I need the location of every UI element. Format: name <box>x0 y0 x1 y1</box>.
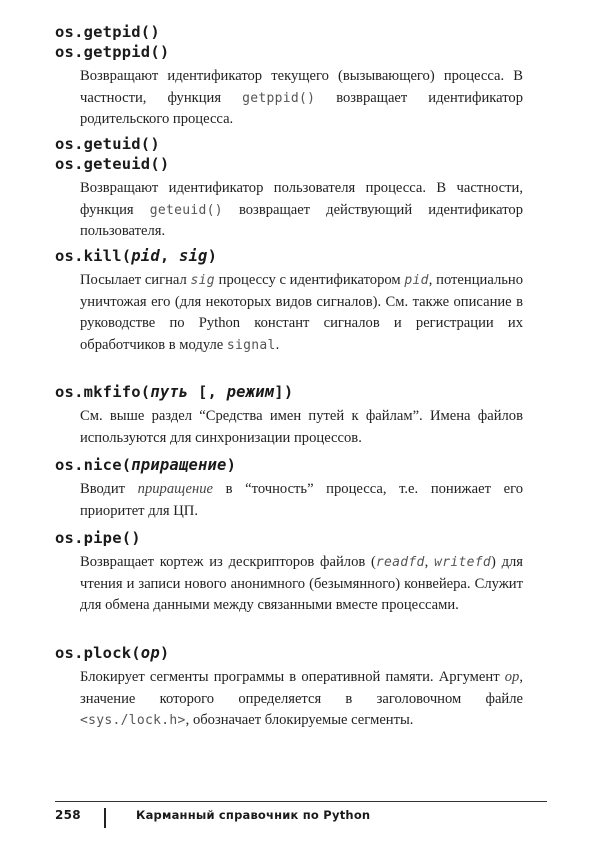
footer-rule <box>55 801 547 802</box>
signature-getpid: os.getpid() <box>55 23 160 41</box>
inline-code: pid <box>404 273 429 288</box>
arg-mode: режим <box>226 383 275 401</box>
entry-kill <box>55 246 525 356</box>
signature-pipe: os.pipe() <box>55 529 141 547</box>
entry-mkfifo <box>55 382 525 449</box>
entry-plock <box>55 643 525 732</box>
arg-sig: sig <box>178 247 208 265</box>
description-plock: Блокирует сегменты программы в оперативной памяти. Аргумент op, значение которого определяется в заголовочном файле <sys./lock.h>, обозначает блокируемые сегменты. <box>80 669 523 728</box>
description-nice: Вводит приращение в “точность” процесса, т.е. понижает его приоритет для ЦП. <box>80 481 523 519</box>
inline-term: приращение <box>137 481 214 497</box>
signature-mkfifo: os.mkfifo(путь [, режим]) <box>55 383 294 401</box>
entry-getpid <box>55 22 525 131</box>
footer-divider <box>104 808 106 828</box>
arg-increment: приращение <box>131 456 227 474</box>
signature-geteuid: os.geteuid() <box>55 155 170 173</box>
description-pipe: Возвращает кортеж из дескрипторов файлов (readfd, writefd) для чтения и записи нового анонимного (безымянного) конвейера. Служит для обмена данными между связанными вместе процессами. <box>80 554 524 613</box>
signature-plock: os.plock(op) <box>55 644 170 662</box>
inline-code: getppid() <box>242 90 316 106</box>
entry-pipe <box>55 528 525 617</box>
inline-term: op <box>504 669 520 685</box>
inline-code: writefd <box>434 555 491 570</box>
inline-code: geteuid() <box>149 202 223 218</box>
inline-code: readfd <box>375 555 425 570</box>
signature-getppid: os.getppid() <box>55 43 170 61</box>
running-title: Карманный справочник по Python <box>136 808 371 822</box>
arg-op: op <box>140 644 160 662</box>
inline-code: sig <box>190 273 215 288</box>
entry-getuid <box>55 134 525 243</box>
signature-nice: os.nice(приращение) <box>55 456 237 474</box>
inline-code: signal <box>226 337 276 353</box>
entry-nice <box>55 455 525 522</box>
description-getuid: Возвращают идентификатор пользователя процесса. В частности, функция geteuid() возвращает действующий идентификатор пользователя. <box>80 180 523 239</box>
description-kill: Посылает сигнал sig процессу с идентификатором pid, потенциально уничтожая его (для некоторых видов сигналов). См. также описание в руководстве по Python констант сигналов и регистрации их обработчиков в модуле signal. <box>80 272 523 353</box>
description-getpid: Возвращают идентификатор текущего (вызывающего) процесса. В частности, функция getppid() возвращает идентификатор родительского процесса. <box>80 68 523 127</box>
page-number: 258 <box>55 808 81 822</box>
signature-kill: os.kill(pid, sig) <box>55 247 218 265</box>
arg-path: путь <box>150 383 189 401</box>
arg-pid: pid <box>131 247 160 265</box>
description-mkfifo: См. выше раздел “Средства имен путей к файлам”. Имена файлов используются для синхронизации процессов. <box>80 408 523 446</box>
inline-code: <sys./lock.h> <box>80 713 186 728</box>
signature-getuid: os.getuid() <box>55 135 160 153</box>
